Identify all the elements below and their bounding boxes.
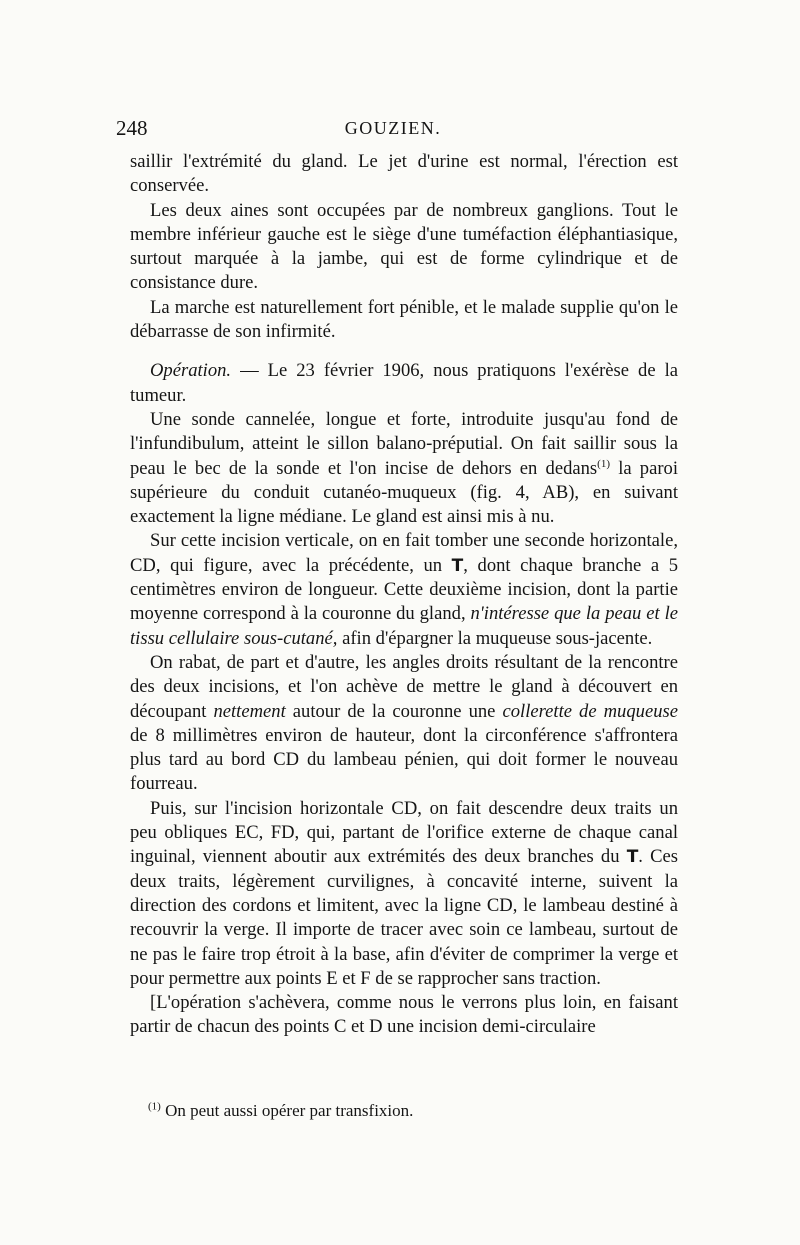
footnote-marker: (1)	[148, 1100, 161, 1113]
body-text	[130, 150, 678, 1040]
text-run: Sur cette incision verticale, on en fait tomber une seconde horizontale, CD, qui figure, avec la précédente, un	[130, 530, 678, 576]
text-run: saillir l'extrémité du gland. Le jet d'urine est normal, l'érection est conservée.	[130, 151, 678, 197]
text-run: la paroi supérieure du conduit cutanéo-muqueux (fig. 4, AB), en suivant exactement la ligne médiane. Le gland est ainsi mis à nu.	[130, 457, 679, 528]
footnote-text: On peut aussi opérer par transfixion.	[160, 1101, 414, 1120]
paragraph	[130, 359, 678, 408]
text-run: On rabat, de part et d'autre, les angles droits résultant de la rencontre des deux incisions, et l'on achève de mettre le gland à découvert en découpant	[130, 651, 678, 722]
paragraph	[130, 991, 678, 1040]
paragraph	[130, 150, 678, 199]
italic-text: Opération.	[150, 360, 232, 382]
italic-text: nettement	[213, 700, 286, 722]
t-symbol: T	[451, 555, 464, 576]
text-run: Les deux aines sont occupées par de nombreux ganglions. Tout le membre inférieur gauche est le siège d'une tuméfaction éléphantiasique, surtout marquée à la jambe, qui est de forme cylindrique et de consistance dure.	[130, 199, 678, 294]
text-run: . Ces deux traits, légèrement curvilignes, à concavité interne, suivent la direction des cordons et limitent, avec la ligne CD, le lambeau destiné à recouvrir la verge. Il importe de tracer avec soin ce lambeau, surtout de ne pas le faire trop étroit à la base, afin d'éviter de comprimer la verge et pour permettre aux points E et F de se rapprocher sans traction.	[130, 846, 679, 989]
text-run: de 8 millimètres environ de hauteur, dont la circonférence s'affrontera plus tard au bord CD du lambeau pénien, qui doit former le nouveau fourreau.	[130, 724, 678, 795]
running-head: GOUZIEN.	[344, 118, 442, 138]
paragraph	[130, 529, 678, 650]
text-run: La marche est naturellement fort pénible, et le malade supplie qu'on le débarrasse de son infirmité.	[130, 296, 678, 343]
page-header	[116, 116, 670, 146]
t-symbol: T	[626, 847, 639, 868]
text-run: autour de la couronne une	[285, 700, 503, 722]
text-run: , dont chaque branche a 5 centimètres environ de longueur. Cette deuxième incision, dont la partie moyenne correspond à la couronne du gland,	[130, 554, 678, 625]
paragraph	[130, 797, 678, 991]
text-run: Une sonde cannelée, longue et forte, introduite jusqu'au fond de l'infundibulum, atteint le sillon balano-préputial. On fait saillir sous la peau le bec de la sonde et l'on incise de dehors en dedans	[130, 408, 678, 479]
text-run: [L'opération s'achèvera, comme nous le verrons plus loin, en faisant partir de chacun des points C et D une incision demi-circulaire	[130, 992, 678, 1038]
footnote-ref: (1)	[597, 457, 610, 470]
footnote	[148, 1101, 413, 1121]
italic-text: collerette de muqueuse	[502, 700, 678, 722]
paragraph	[130, 199, 678, 296]
page-number: 248	[116, 116, 148, 140]
text-run: afin d'épargner la muqueuse sous-jacente.	[337, 627, 653, 649]
italic-text: n'intéresse que la peau et le tissu cellulaire sous-cutané,	[130, 603, 678, 649]
paragraph	[130, 651, 678, 797]
text-run: — Le 23 février 1906, nous pratiquons l'exérèse de la tumeur.	[130, 360, 678, 406]
paragraph	[130, 296, 678, 345]
text-run: Puis, sur l'incision horizontale CD, on fait descendre deux traits un peu obliques EC, FD, qui, partant de l'orifice externe de chaque canal inguinal, viennent aboutir aux extrémités des deux branches du	[130, 797, 678, 868]
paragraph	[130, 408, 678, 529]
